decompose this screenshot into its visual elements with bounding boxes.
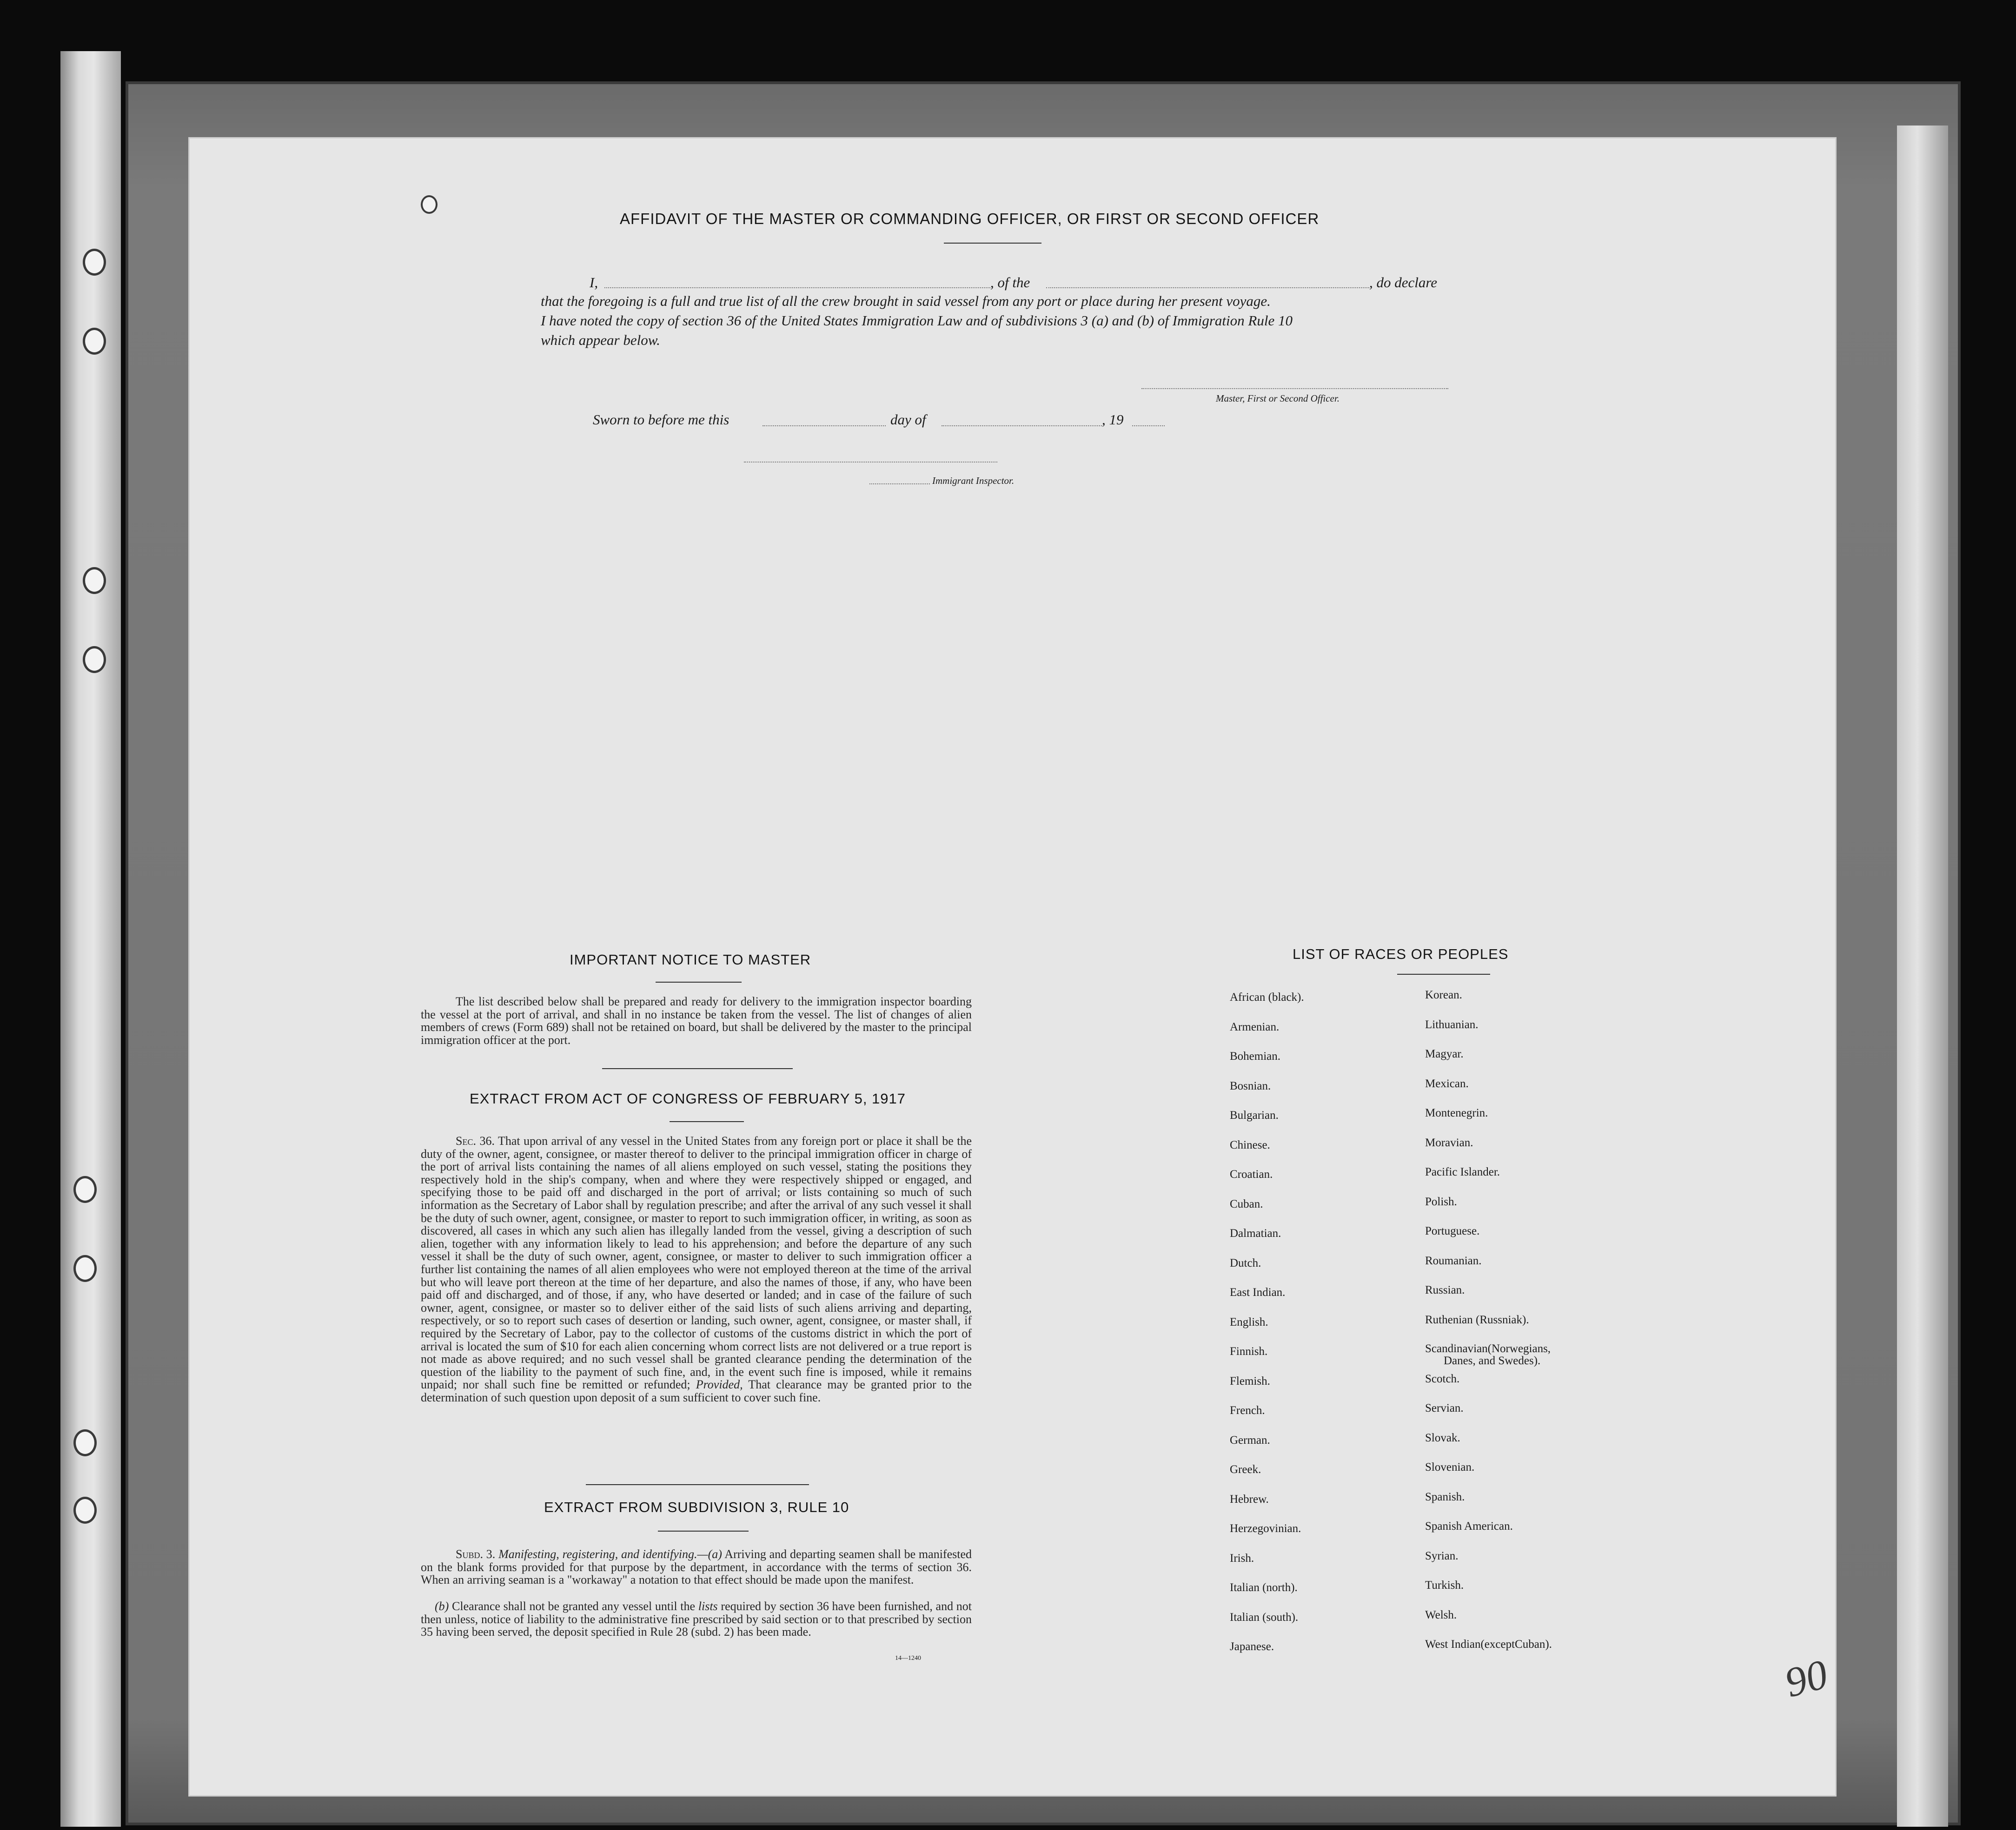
punch-hole-icon (83, 646, 106, 673)
race-item: West Indian(exceptCuban). (1425, 1638, 1552, 1651)
race-item: Bohemian. (1230, 1050, 1281, 1063)
races-column-2 (1425, 989, 1552, 1668)
act-underline (670, 1121, 744, 1122)
rule-b-label: (b) (435, 1599, 449, 1613)
act-sec-label: Sec. 36. (456, 1134, 495, 1148)
race-item: Croatian. (1230, 1168, 1273, 1181)
race-item: Servian. (1425, 1402, 1464, 1414)
punch-hole-icon (421, 195, 438, 214)
race-item: Turkish. (1425, 1579, 1464, 1592)
race-item: Scotch. (1425, 1372, 1460, 1385)
race-item: African (black). (1230, 991, 1304, 1004)
binder-left-strip (60, 51, 121, 1827)
race-item: Moravian. (1425, 1136, 1473, 1149)
race-item: English. (1230, 1315, 1268, 1328)
race-item: Montenegrin. (1425, 1107, 1488, 1119)
race-item: East Indian. (1230, 1286, 1286, 1299)
race-item: Slovak. (1425, 1431, 1460, 1444)
race-item: Herzegovinian. (1230, 1522, 1301, 1535)
race-item: Finnish. (1230, 1345, 1268, 1358)
race-item: Ruthenian (Russniak). (1425, 1313, 1529, 1326)
title-underline (944, 243, 1041, 244)
master-signature-line (1141, 388, 1448, 389)
punch-hole-icon (73, 1176, 97, 1203)
race-item: Bosnian. (1230, 1079, 1271, 1092)
affidavit-line4: which appear below. (541, 332, 660, 348)
race-item: Spanish. (1425, 1490, 1465, 1503)
month-blank (942, 425, 1102, 426)
races-underline (1397, 974, 1490, 975)
race-item: Greek. (1230, 1463, 1261, 1476)
day-blank (763, 425, 886, 426)
rule-para-a-text: Arriving and departing seamen shall be manifested on the blank forms provided for that purpose by the department, in accordance with the terms of section 36. When an arriving seaman is a "workaway" a notation to that effect should be made upon the manifest. (421, 1547, 972, 1587)
affidavit-i: I, (590, 274, 598, 291)
rule-para-a (421, 1548, 972, 1586)
year-blank (1132, 425, 1165, 426)
vessel-blank (1046, 287, 1369, 288)
act-title: EXTRACT FROM ACT OF CONGRESS OF FEBRUARY 5, 1917 (470, 1090, 906, 1107)
inspector-short-line (869, 483, 930, 484)
notice-title: IMPORTANT NOTICE TO MASTER (570, 951, 811, 968)
form-number: 14—1240 (895, 1655, 921, 1662)
year-label: , 19 (1102, 411, 1124, 428)
race-item: Slovenian. (1425, 1461, 1475, 1473)
race-item: Welsh. (1425, 1608, 1457, 1621)
race-item: Roumanian. (1425, 1254, 1482, 1267)
affidavit-declare: , do declare (1369, 274, 1438, 291)
affidavit-line3: I have noted the copy of section 36 of the United States Immigration Law and of subdivisions 3 (a) and (b) of Immigration Rule 10 (541, 312, 1293, 329)
sworn-label: Sworn to before me this (593, 411, 729, 428)
act-provided: Provided, (696, 1378, 743, 1392)
rule-underline (658, 1531, 749, 1532)
rule-title: EXTRACT FROM SUBDIVISION 3, RULE 10 (544, 1499, 849, 1515)
race-item: Dalmatian. (1230, 1227, 1281, 1240)
race-item: Russian. (1425, 1284, 1465, 1296)
race-item: Japanese. (1230, 1640, 1274, 1653)
race-item: Mexican. (1425, 1077, 1469, 1090)
race-item: Syrian. (1425, 1549, 1459, 1562)
race-item: Chinese. (1230, 1138, 1270, 1151)
day-of-label: day of (890, 411, 926, 428)
race-item: Armenian. (1230, 1020, 1280, 1033)
race-item-scandinavian (1425, 1343, 1552, 1373)
affidavit-title: AFFIDAVIT OF THE MASTER OR COMMANDING OFFICER, OR FIRST OR SECOND OFFICER (620, 210, 1320, 227)
race-item: Irish. (1230, 1552, 1254, 1565)
race-item: Pacific Islander. (1425, 1166, 1500, 1178)
notice-underline (656, 982, 742, 983)
rule-b-post: required by section 36 have been furnished, and not then unless, notice of liability to the administrative fine prescribed by said section or to that prescribed by section 35 having been served, the deposit specified in Rule 28 (subd. 2) has been made. (421, 1599, 972, 1639)
race-item: Scandinavian(Norwegians, (1425, 1342, 1551, 1355)
master-label: Master, First or Second Officer. (1216, 393, 1340, 404)
inspector-label: Immigrant Inspector. (932, 475, 1015, 486)
rule-b-pre: Clearance shall not be granted any vessel until the (452, 1599, 696, 1613)
races-column-1 (1230, 991, 1304, 1670)
race-item: Hebrew. (1230, 1493, 1269, 1506)
rule-subd-title: Manifesting, registering, and identifying.—(a) (498, 1547, 722, 1561)
race-item: Polish. (1425, 1195, 1457, 1208)
race-item-cont: Danes, and Swedes). (1444, 1354, 1541, 1367)
race-item: Cuban. (1230, 1197, 1263, 1210)
race-item: German. (1230, 1434, 1270, 1447)
act-body-end: That clearance may be granted prior to the determination of such question upon deposit of a sum sufficient to cover such fine. (421, 1378, 972, 1404)
race-item: Italian (north). (1230, 1581, 1298, 1594)
race-item: Portuguese. (1425, 1225, 1480, 1237)
page-stack-edge (1897, 126, 1948, 1827)
punch-hole-icon (73, 1497, 97, 1524)
race-item: Spanish American. (1425, 1520, 1513, 1533)
name-blank (604, 287, 990, 288)
race-item: Bulgarian. (1230, 1109, 1279, 1122)
race-item: Flemish. (1230, 1374, 1270, 1387)
race-item: Magyar. (1425, 1048, 1464, 1060)
act-body-text: That upon arrival of any vessel in the United States from any foreign port or place it shall be the duty of the owner, agent, consignee, or master thereof to deliver to the principal immigration officer in charge of the port of arrival lists containing the names of all aliens employed on such vessel, stating the positions they respectively hold in the ship's company, when and where they were respectively shipped or engaged, and specifying those to be paid off and discharged in the port of arrival; or lists containing so much of such information as the Secretary of Labor shall by regulation prescribe; and after the arrival of any such vessel it shall be the duty of such owner, agent, consignee, or master to report to such immigration officer, in writing, as soon as discovered, all cases in which any such alien has illegally landed from the vessel, giving a description of such alien, together with any information likely to lead to his apprehension; and before the departure of any such vessel it shall be the duty of such owner, agent, consignee, or master to deliver to such immigration officer a further list containing the names of all alien employees who were not employed thereon at the time of the arrival but who will leave port thereon at the time of her departure, and also the names of those, if any, who have been paid off and discharged, and of those, if any, who have deserted or landed; and in case of the failure of such owner, agent, consignee, or master so to deliver either of the said lists of such aliens arriving and departing, respectively, or so to report such cases of desertion or landing, such owner, agent, consignee, or master shall, if required by the Secretary of Labor, pay to the collector of customs of the customs district in which the port of arrival is located the sum of $10 for each alien concerning whom correct lists are not delivered or a true report is not made as above required; and no such vessel shall be granted clearance pending the determination of the question of the liability to the payment of such fine, and, in the event such fine is imposed, while it remains unpaid; nor shall such fine be remitted or refunded; (421, 1134, 972, 1392)
rule-subd-label: Subd. 3. (456, 1547, 496, 1561)
punch-hole-icon (83, 249, 106, 276)
race-item: Dutch. (1230, 1256, 1261, 1269)
punch-hole-icon (83, 328, 106, 355)
rule-para-b (421, 1600, 972, 1638)
act-body (421, 1135, 972, 1404)
races-title: LIST OF RACES OR PEOPLES (1293, 946, 1509, 962)
punch-hole-icon (73, 1255, 97, 1282)
notice-body: The list described below shall be prepared and ready for delivery to the immigration inspector boarding the vessel at the port of arrival, and shall in no instance be taken from the vessel. The list of changes of alien members of crews (Form 689) shall not be retained on board, but shall be delivered by the master to the principal immigration officer at the port. (421, 995, 972, 1047)
punch-hole-icon (73, 1429, 97, 1456)
margin-note: 90 (1780, 1651, 1833, 1706)
act-separator (586, 1484, 809, 1485)
affidavit-line2: that the foregoing is a full and true list of all the crew brought in said vessel from any port or place during her present voyage. (541, 293, 1271, 309)
notice-separator (602, 1068, 793, 1069)
affidavit-of-the: , of the (990, 274, 1030, 291)
race-item: Korean. (1425, 989, 1462, 1001)
race-item: Italian (south). (1230, 1611, 1299, 1624)
punch-hole-icon (83, 567, 106, 594)
rule-b-lists: lists (698, 1599, 718, 1613)
race-item: French. (1230, 1404, 1265, 1417)
race-item: Lithuanian. (1425, 1018, 1479, 1031)
